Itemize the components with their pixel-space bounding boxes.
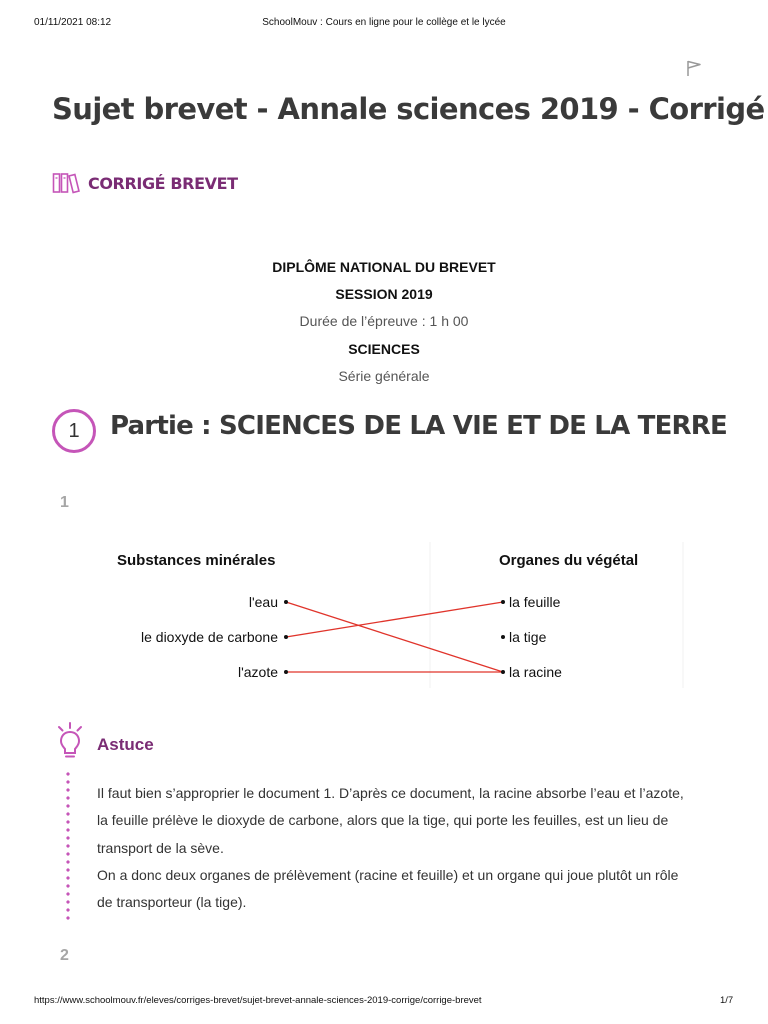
print-header-datetime: 01/11/2021 08:12 bbox=[34, 17, 112, 28]
exam-series: Série générale bbox=[338, 368, 430, 384]
tip-title: Astuce bbox=[97, 735, 154, 754]
matching-diagram bbox=[100, 540, 690, 690]
link-eau-racine bbox=[286, 602, 503, 672]
exam-session: SESSION 2019 bbox=[335, 286, 433, 302]
print-header-title: SchoolMouv : Cours en ligne pour le collège et le lycée bbox=[262, 17, 506, 28]
left-dot bbox=[284, 600, 288, 604]
lightbulb-icon bbox=[56, 722, 84, 762]
exam-duration: Durée de l’épreuve : 1 h 00 bbox=[299, 313, 469, 329]
page-number: 1/7 bbox=[720, 995, 734, 1006]
question-number: 2 bbox=[60, 947, 69, 964]
left-dot bbox=[284, 670, 288, 674]
page-title: Sujet brevet - Annale sciences 2019 - Corrigé bbox=[52, 92, 765, 126]
flag-icon[interactable] bbox=[684, 58, 704, 78]
left-dot bbox=[284, 635, 288, 639]
footer-url: https://www.schoolmouv.fr/eleves/corriges-brevet/sujet-brevet-annale-sciences-2019-corrige/corrige-brevet bbox=[34, 995, 482, 1006]
books-icon bbox=[52, 172, 82, 194]
tip-text bbox=[97, 780, 697, 916]
right-item: la racine bbox=[509, 664, 562, 680]
tip-dotted-line bbox=[66, 770, 70, 920]
part-number-badge bbox=[52, 409, 96, 453]
part-title: Partie : SCIENCES DE LA VIE ET DE LA TERRE bbox=[110, 411, 727, 441]
right-header: Organes du végétal bbox=[499, 552, 639, 569]
left-header: Substances minérales bbox=[117, 552, 276, 569]
document-type-badge[interactable] bbox=[52, 172, 238, 194]
left-item: l'eau bbox=[248, 594, 278, 610]
right-dot bbox=[501, 600, 505, 604]
right-item: la feuille bbox=[509, 594, 561, 610]
left-item: le dioxyde de carbone bbox=[141, 629, 278, 645]
question-number: 1 bbox=[60, 494, 69, 511]
part-number: 1 bbox=[68, 419, 80, 442]
badge-label: CORRIGÉ BREVET bbox=[88, 173, 238, 193]
exam-subject: SCIENCES bbox=[348, 341, 420, 357]
link-co2-feuille bbox=[286, 602, 503, 637]
right-dot bbox=[501, 635, 505, 639]
left-item: l'azote bbox=[237, 664, 278, 680]
right-item: la tige bbox=[509, 629, 547, 645]
tip-paragraph: On a donc deux organes de prélèvement (racine et feuille) et un organe qui joue plutôt un rôle de transporteur (la tige). bbox=[97, 866, 679, 911]
right-dot bbox=[501, 670, 505, 674]
exam-diploma: DIPLÔME NATIONAL DU BREVET bbox=[272, 259, 496, 275]
tip-paragraph: Il faut bien s’approprier le document 1. D’après ce document, la racine absorbe l’eau et l’azote, la feuille prélève le dioxyde de carbone, alors que la tige, qui porte les feuilles, est un lieu de transport de la sève. bbox=[97, 785, 684, 856]
